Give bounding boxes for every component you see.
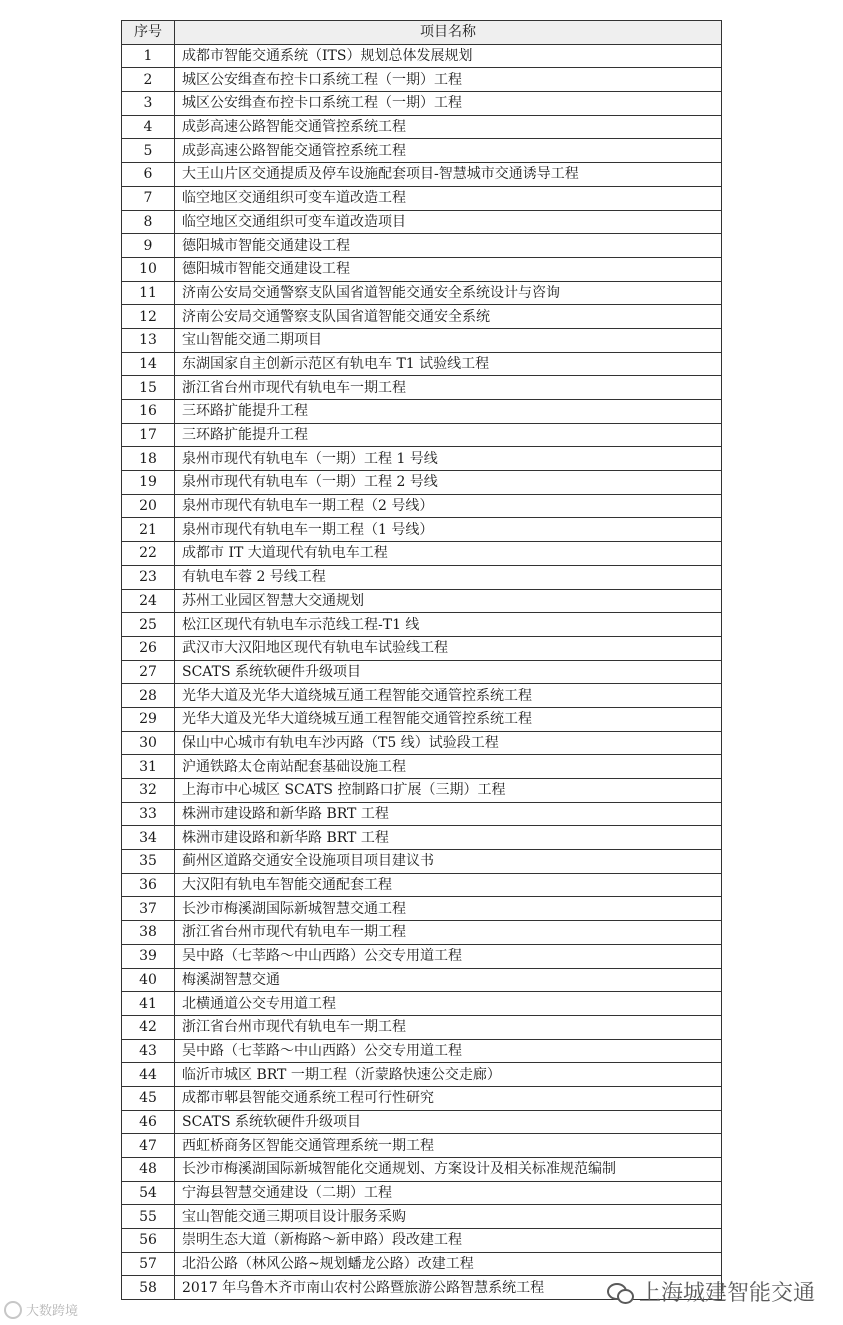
- row-index: 55: [122, 1205, 175, 1229]
- row-index: 21: [122, 518, 175, 542]
- row-index: 26: [122, 636, 175, 660]
- row-index: 37: [122, 897, 175, 921]
- row-project-name: 东湖国家自主创新示范区有轨电车 T1 试验线工程: [175, 352, 722, 376]
- table-row: [122, 731, 722, 755]
- table-row: [122, 163, 722, 187]
- row-project-name: 上海市中心城区 SCATS 控制路口扩展（三期）工程: [175, 779, 722, 803]
- row-index: 58: [122, 1276, 175, 1300]
- row-project-name: 城区公安缉查布控卡口系统工程（一期）工程: [175, 92, 722, 116]
- wechat-watermark: [607, 1276, 815, 1307]
- table-row: [122, 613, 722, 637]
- table-row: [122, 589, 722, 613]
- table-row: [122, 257, 722, 281]
- row-index: 13: [122, 328, 175, 352]
- row-project-name: 宁海县智慧交通建设（二期）工程: [175, 1181, 722, 1205]
- row-project-name: 成都市郫县智能交通系统工程可行性研究: [175, 1086, 722, 1110]
- row-project-name: 三环路扩能提升工程: [175, 400, 722, 424]
- row-index: 42: [122, 1015, 175, 1039]
- table-row: [122, 944, 722, 968]
- row-index: 45: [122, 1086, 175, 1110]
- row-project-name: 成彭高速公路智能交通管控系统工程: [175, 115, 722, 139]
- row-index: 27: [122, 660, 175, 684]
- row-index: 41: [122, 992, 175, 1016]
- row-project-name: 沪通铁路太仓南站配套基础设施工程: [175, 755, 722, 779]
- row-index: 54: [122, 1181, 175, 1205]
- row-index: 15: [122, 376, 175, 400]
- row-index: 36: [122, 873, 175, 897]
- table-body: [122, 44, 722, 1299]
- row-project-name: 城区公安缉查布控卡口系统工程（一期）工程: [175, 68, 722, 92]
- row-project-name: 吴中路（七莘路～中山西路）公交专用道工程: [175, 944, 722, 968]
- row-project-name: 泉州市现代有轨电车一期工程（1 号线）: [175, 518, 722, 542]
- project-table: [121, 20, 722, 1300]
- row-project-name: SCATS 系统软硬件升级项目: [175, 1110, 722, 1134]
- row-index: 43: [122, 1039, 175, 1063]
- row-index: 40: [122, 968, 175, 992]
- row-index: 12: [122, 305, 175, 329]
- table-row: [122, 968, 722, 992]
- corner-logo: [4, 1300, 78, 1319]
- circle-logo-icon: [4, 1301, 22, 1319]
- row-index: 8: [122, 210, 175, 234]
- row-project-name: 2017 年乌鲁木齐市南山农村公路暨旅游公路智慧系统工程: [175, 1276, 722, 1300]
- table-header-row: [122, 21, 722, 45]
- row-index: 25: [122, 613, 175, 637]
- row-project-name: 宝山智能交通二期项目: [175, 328, 722, 352]
- row-project-name: 成都市智能交通系统（ITS）规划总体发展规划: [175, 44, 722, 68]
- row-index: 38: [122, 921, 175, 945]
- row-index: 23: [122, 565, 175, 589]
- table-row: [122, 826, 722, 850]
- row-project-name: 成都市 IT 大道现代有轨电车工程: [175, 542, 722, 566]
- table-row: [122, 897, 722, 921]
- table-row: [122, 44, 722, 68]
- table-row: [122, 210, 722, 234]
- table-row: [122, 636, 722, 660]
- table-row: [122, 68, 722, 92]
- row-project-name: 德阳城市智能交通建设工程: [175, 257, 722, 281]
- row-index: 5: [122, 139, 175, 163]
- row-index: 30: [122, 731, 175, 755]
- row-project-name: 北沿公路（林风公路~规划蟠龙公路）改建工程: [175, 1252, 722, 1276]
- row-index: 6: [122, 163, 175, 187]
- row-project-name: 吴中路（七莘路～中山西路）公交专用道工程: [175, 1039, 722, 1063]
- header-project-name: 项目名称: [175, 21, 722, 45]
- table-row: [122, 139, 722, 163]
- row-project-name: 三环路扩能提升工程: [175, 423, 722, 447]
- row-project-name: 泉州市现代有轨电车（一期）工程 1 号线: [175, 447, 722, 471]
- row-index: 9: [122, 234, 175, 258]
- row-project-name: 光华大道及光华大道绕城互通工程智能交通管控系统工程: [175, 707, 722, 731]
- row-project-name: 成彭高速公路智能交通管控系统工程: [175, 139, 722, 163]
- table-row: [122, 376, 722, 400]
- row-index: 22: [122, 542, 175, 566]
- row-project-name: 临沂市城区 BRT 一期工程（沂蒙路快速公交走廊）: [175, 1063, 722, 1087]
- row-project-name: 武汉市大汉阳地区现代有轨电车试验线工程: [175, 636, 722, 660]
- row-project-name: 苏州工业园区智慧大交通规划: [175, 589, 722, 613]
- table-row: [122, 1110, 722, 1134]
- row-project-name: 泉州市现代有轨电车一期工程（2 号线）: [175, 494, 722, 518]
- table-row: [122, 1134, 722, 1158]
- table-row: [122, 281, 722, 305]
- row-project-name: 蓟州区道路交通安全设施项目项目建议书: [175, 850, 722, 874]
- table-row: [122, 565, 722, 589]
- row-project-name: 株洲市建设路和新华路 BRT 工程: [175, 802, 722, 826]
- row-index: 57: [122, 1252, 175, 1276]
- table-row: [122, 352, 722, 376]
- row-index: 28: [122, 684, 175, 708]
- row-project-name: 济南公安局交通警察支队国省道智能交通安全系统: [175, 305, 722, 329]
- watermark-text: 上海城建智能交通: [638, 1281, 815, 1306]
- row-project-name: SCATS 系统软硬件升级项目: [175, 660, 722, 684]
- table-row: [122, 1229, 722, 1253]
- row-project-name: 株洲市建设路和新华路 BRT 工程: [175, 826, 722, 850]
- row-index: 18: [122, 447, 175, 471]
- row-project-name: 大汉阳有轨电车智能交通配套工程: [175, 873, 722, 897]
- row-index: 31: [122, 755, 175, 779]
- row-project-name: 浙江省台州市现代有轨电车一期工程: [175, 1015, 722, 1039]
- row-project-name: 松江区现代有轨电车示范线工程-T1 线: [175, 613, 722, 637]
- row-index: 32: [122, 779, 175, 803]
- table-row: [122, 305, 722, 329]
- table-row: [122, 850, 722, 874]
- row-project-name: 梅溪湖智慧交通: [175, 968, 722, 992]
- header-index: 序号: [122, 21, 175, 45]
- table-row: [122, 447, 722, 471]
- table-row: [122, 684, 722, 708]
- table-row: [122, 328, 722, 352]
- row-index: 44: [122, 1063, 175, 1087]
- row-index: 47: [122, 1134, 175, 1158]
- table-row: [122, 1205, 722, 1229]
- row-index: 14: [122, 352, 175, 376]
- row-index: 20: [122, 494, 175, 518]
- table-row: [122, 494, 722, 518]
- table-row: [122, 518, 722, 542]
- table-row: [122, 400, 722, 424]
- row-index: 4: [122, 115, 175, 139]
- row-project-name: 光华大道及光华大道绕城互通工程智能交通管控系统工程: [175, 684, 722, 708]
- table-row: [122, 234, 722, 258]
- row-index: 3: [122, 92, 175, 116]
- table-row: [122, 992, 722, 1016]
- row-index: 39: [122, 944, 175, 968]
- table-row: [122, 802, 722, 826]
- row-index: 11: [122, 281, 175, 305]
- table-row: [122, 1015, 722, 1039]
- table-row: [122, 779, 722, 803]
- table-row: [122, 1181, 722, 1205]
- table-row: [122, 1252, 722, 1276]
- row-project-name: 泉州市现代有轨电车（一期）工程 2 号线: [175, 471, 722, 495]
- row-index: 48: [122, 1158, 175, 1182]
- row-project-name: 德阳城市智能交通建设工程: [175, 234, 722, 258]
- row-project-name: 宝山智能交通三期项目设计服务采购: [175, 1205, 722, 1229]
- table-row: [122, 1039, 722, 1063]
- table-row: [122, 873, 722, 897]
- row-project-name: 临空地区交通组织可变车道改造工程: [175, 186, 722, 210]
- row-index: 24: [122, 589, 175, 613]
- wechat-icon: [607, 1281, 633, 1303]
- row-project-name: 浙江省台州市现代有轨电车一期工程: [175, 376, 722, 400]
- row-project-name: 北横通道公交专用道工程: [175, 992, 722, 1016]
- table-row: [122, 921, 722, 945]
- row-index: 19: [122, 471, 175, 495]
- table-row: [122, 92, 722, 116]
- table-row: [122, 1086, 722, 1110]
- row-index: 17: [122, 423, 175, 447]
- row-project-name: 长沙市梅溪湖国际新城智能化交通规划、方案设计及相关标准规范编制: [175, 1158, 722, 1182]
- row-index: 1: [122, 44, 175, 68]
- row-index: 10: [122, 257, 175, 281]
- table-row: [122, 186, 722, 210]
- row-index: 16: [122, 400, 175, 424]
- row-project-name: 临空地区交通组织可变车道改造项目: [175, 210, 722, 234]
- table-row: [122, 115, 722, 139]
- row-project-name: 西虹桥商务区智能交通管理系统一期工程: [175, 1134, 722, 1158]
- row-index: 56: [122, 1229, 175, 1253]
- table-row: [122, 660, 722, 684]
- row-index: 35: [122, 850, 175, 874]
- row-project-name: 有轨电车蓉 2 号线工程: [175, 565, 722, 589]
- table-row: [122, 755, 722, 779]
- row-index: 46: [122, 1110, 175, 1134]
- row-project-name: 大王山片区交通提质及停车设施配套项目-智慧城市交通诱导工程: [175, 163, 722, 187]
- row-project-name: 崇明生态大道（新梅路～新申路）段改建工程: [175, 1229, 722, 1253]
- row-project-name: 济南公安局交通警察支队国省道智能交通安全系统设计与咨询: [175, 281, 722, 305]
- table-row: [122, 542, 722, 566]
- row-index: 33: [122, 802, 175, 826]
- table-row: [122, 471, 722, 495]
- row-index: 2: [122, 68, 175, 92]
- table-row: [122, 707, 722, 731]
- table-row: [122, 1158, 722, 1182]
- row-project-name: 保山中心城市有轨电车沙丙路（T5 线）试验段工程: [175, 731, 722, 755]
- row-index: 7: [122, 186, 175, 210]
- row-index: 29: [122, 707, 175, 731]
- row-project-name: 长沙市梅溪湖国际新城智慧交通工程: [175, 897, 722, 921]
- row-index: 34: [122, 826, 175, 850]
- row-project-name: 浙江省台州市现代有轨电车一期工程: [175, 921, 722, 945]
- corner-logo-text: 大数跨境: [26, 1304, 79, 1319]
- table-row: [122, 423, 722, 447]
- table-row: [122, 1063, 722, 1087]
